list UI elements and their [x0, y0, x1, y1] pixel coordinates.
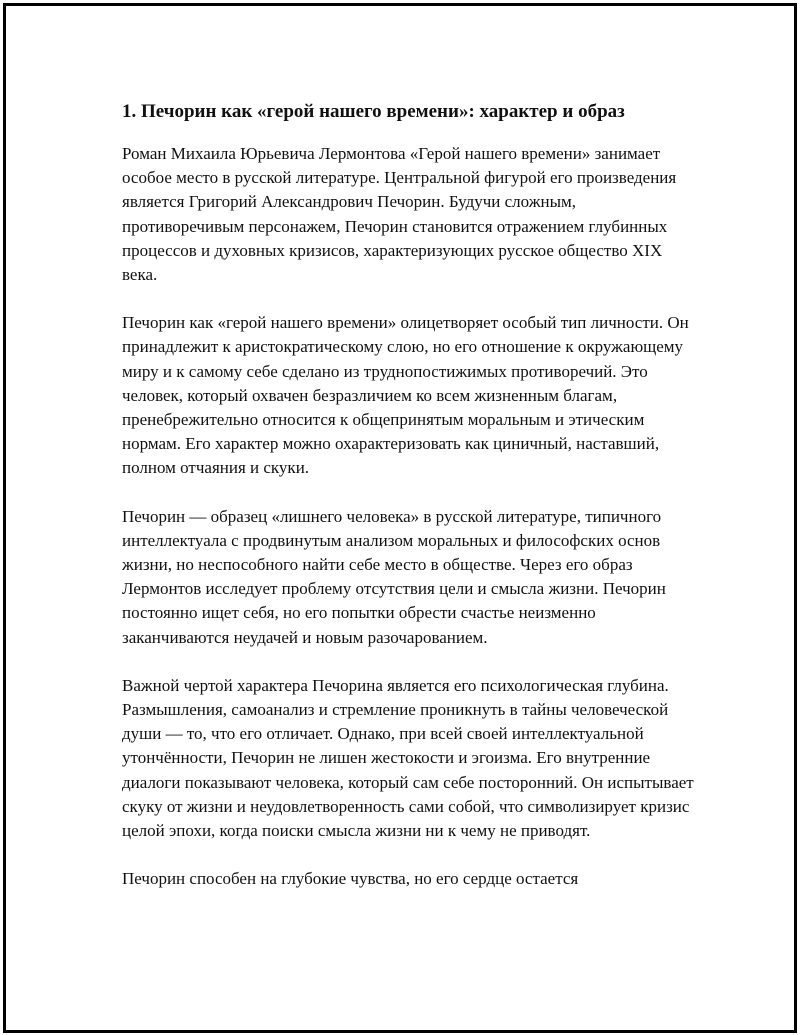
paragraph-3: Печорин — образец «лишнего человека» в русской литературе, типичного интеллектуала с продвинутым анализом моральных и философских основ жизни, но неспособного найти себе место в обществе. Через его образ Лермонтов исследует проблему отсутствия цели и смысла жизни. Печорин постоянно ищет себя, но его попытки обрести счастье неизменно заканчиваются неудачей и новым разочарованием. [122, 506, 666, 647]
section-heading: 1. Печорин как «герой нашего времени»: характер и образ [122, 101, 625, 122]
paragraph-2: Печорин как «герой нашего времени» олицетворяет особый тип личности. Он принадлежит к аристократическому слою, но его отношение к окружающему миру и к самому себе сделано из труднопостижимых противоречий. Это человек, который охвачен безразличием ко всем жизненным благам, пренебрежительно относится к общепринятым моральным и этическим нормам. Его характер можно охарактеризовать как циничный, наставший, полном отчаяния и скуки. [122, 313, 689, 478]
paragraph-5: Печорин способен на глубокие чувства, но его сердце остается [122, 869, 579, 889]
paragraph-4: Важной чертой характера Печорина является его психологическая глубина. Размышления, самоанализ и стремление проникнуть в тайны человеческой души — то, что его отличает. Однако, при всей своей интеллектуальной утончённости, Печорин не лишен жестокости и эгоизма. Его внутренние диалоги показывают человека, который сам себе посторонний. Он испытывает скуку от жизни и неудовлетворенность сами собой, что символизирует кризис целой эпохи, когда поиски смысла жизни ни к чему не приводят. [122, 675, 694, 841]
paragraph-1: Роман Михаила Юрьевича Лермонтова «Герой нашего времени» занимает особое место в русской литературе. Центральной фигурой его произведения является Григорий Александрович Печорин. Будучи сложным, противоречивым персонажем, Печорин становится отражением глубинных процессов и духовных кризисов, характеризующих русское общество XIX века. [122, 144, 677, 285]
page-frame [3, 3, 797, 1033]
document-body [122, 98, 694, 915]
